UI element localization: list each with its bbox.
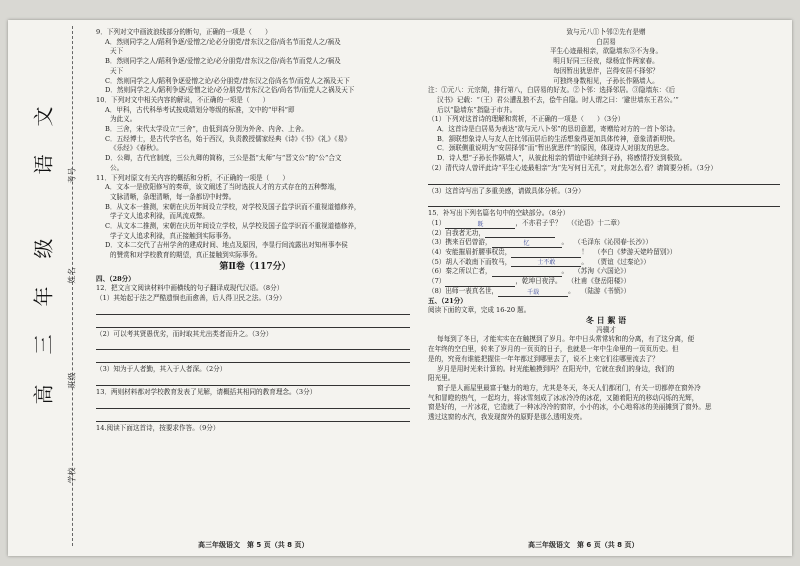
- poem-line: 明月好同三径夜，绿杨宜作两家春。: [553, 57, 659, 66]
- fill-suffix: 。: [568, 286, 575, 295]
- question-14: 14.阅读下面这首诗，按要求作答。（9分）: [96, 423, 220, 432]
- fill-blank-item: [428, 238, 784, 248]
- fill-suffix: ！: [581, 248, 588, 257]
- fill-blank-item: [428, 229, 784, 239]
- question-11: 11．下列对原文有关内容的概括和分析，不正确的一项是（ ）: [96, 173, 290, 182]
- fill-blank-item: [428, 258, 784, 268]
- option-line: A．甲科，古代科举考试按成绩划分等级的标准，文中的“甲科”即: [105, 105, 295, 114]
- question-10: 10．下列对文中相关内容的解说，不正确的一项是（ ）: [96, 95, 270, 104]
- option-line: A．然则同学之人/蹈利争逐/爱憎之/论必分朋党/昔东汉之俗/尚名节而党人之/祸及: [105, 37, 341, 46]
- poem-author: 白居易: [596, 37, 616, 46]
- fill-suffix: ，乾坤日夜浮。: [515, 277, 562, 286]
- answer-line[interactable]: [96, 317, 410, 328]
- essay-line: 窗子是人画屋里最富于魅力的地方，尤其是冬天，冬天人们都闭门，有关一切都停在窗外冷: [437, 383, 701, 392]
- option-line: 《乐经》《春秋》。: [110, 144, 163, 153]
- grade-title-char: 年: [31, 286, 56, 307]
- sub-question: （1）其始起于法之严酷遗悯也而愈善，后人得卫民之法。（3分）: [96, 293, 286, 302]
- grade-title-char: 文: [31, 106, 56, 127]
- fill-blank-answer[interactable]: [511, 250, 581, 258]
- option-line: 文脉清晰，条理清晰，每一条都切中时弊。: [110, 192, 236, 201]
- fill-blank-item: [428, 287, 784, 297]
- fill-source: （李白《梦游天姥吟留别》）: [593, 248, 677, 257]
- question-12: 12．把文言文阅读材料中画横线的句子翻译成现代汉语。（8分）: [96, 284, 284, 293]
- fill-source: （《论语》十二章）: [567, 218, 624, 227]
- answer-line[interactable]: [428, 174, 780, 185]
- question-14-1: （1）下列对这首诗的理解和赏析，不正确的一项是（ ）（3分）: [428, 115, 625, 124]
- option-line: C．五经博士，是古代学官名，始于西汉，负责教授儒家经典《诗》《书》《礼》《易》: [105, 134, 351, 143]
- option-line: C．从文本二推测，宋朝在庆历年间设立学校，从学校及国子监学识而不重视道德修养，: [105, 222, 361, 231]
- fill-prompt: （2）自我者无功，: [428, 228, 485, 237]
- option-line: B．然则同学之人/蹈利争逐/爱憎之论/必分朋党/昔东汉之俗/尚名节而党人之/祸及: [105, 57, 341, 66]
- fill-prompt: （6）秦之所以亡者，: [428, 267, 492, 276]
- poem-line: 每因暂出犹思伴，岂得安居不择邻？: [553, 66, 659, 75]
- sub-question: （2）可以考其贤愚优劣，而时取其尤出类者而升之。（3分）: [96, 329, 273, 338]
- answer-line[interactable]: [96, 304, 410, 315]
- option-line: 天下: [110, 47, 124, 56]
- exam-no-label: 考号: [67, 167, 77, 184]
- fill-blank-answer[interactable]: [485, 230, 555, 238]
- fill-blank-answer[interactable]: 千载: [498, 289, 568, 297]
- section-title: 第Ⅱ卷（117分）: [219, 261, 291, 272]
- footer-page-5: 高三年级语文 第 5 页（共 8 页）: [198, 541, 309, 549]
- option-line: A．文本一是欧阳修写的奏章，该文阐述了当时选拔人才的方式存在的五种弊端，: [105, 183, 341, 192]
- option-line: C．颈联侧重说明为“安居择邻”而“暂出犹思伴”的原因，体现诗人对朋友的思念。: [437, 144, 674, 153]
- poem-title: 致与元八①卜邻②先有是赠: [566, 28, 646, 36]
- fill-source: （陆游《书愤》）: [580, 286, 631, 295]
- fill-suffix: 。: [561, 238, 569, 247]
- essay-line: 每每到了冬日，才能实实在在触摸到了岁月。年中日头常常转和的分离，有了这分离，便: [437, 335, 695, 344]
- option-line: 的赞赏和对学校教育的期望，真正接触到实际事务。: [110, 251, 262, 260]
- fill-blank-answer[interactable]: 既: [445, 221, 515, 229]
- fill-prompt: （4）安能摧眉折腰事权贵，: [428, 248, 512, 257]
- grade-title-char: 语: [31, 154, 56, 175]
- essay-author: 冯骥才: [596, 325, 616, 334]
- option-line: 天下: [110, 66, 124, 75]
- answer-line[interactable]: [96, 352, 410, 363]
- essay-title: 冬 日 絮 语: [585, 314, 627, 325]
- question-14-2: （2）清代诗人曾评此诗“平生心迹最相亲”为“先写何日无孔”，对此你怎么看？请简要分析。（3分）: [428, 163, 717, 172]
- poem-line: 可独终身数相见，子孙长作隔墙人。: [553, 76, 659, 85]
- option-line: A．这首诗是白居易为表达“欲与元八卜邻”的恳切意愿，寄赠给对方的一首卜邻诗。: [437, 125, 680, 134]
- part-header: 五、（21分）: [428, 296, 467, 305]
- fill-source: （毛泽东《沁园春·长沙》）: [574, 238, 653, 247]
- fill-blank-item: [428, 219, 784, 229]
- fill-suffix: 。: [561, 267, 569, 276]
- fill-blank-item: [428, 248, 784, 258]
- option-line: D．然则同学之人/蹈利争逐/爱憎之论/必分朋党/昔东汉之俗/尚名节/而党人之祸及天下: [105, 86, 355, 95]
- part-header: 四、（28分）: [96, 274, 135, 283]
- option-line: 公。: [110, 163, 124, 172]
- fill-source: （苏洵《六国论》）: [574, 267, 631, 276]
- fill-source: （贾谊《过秦论》）: [593, 257, 650, 266]
- poem-note: 后以“隐墙东”指隐于市井。: [437, 105, 517, 114]
- answer-line[interactable]: [96, 339, 410, 350]
- option-line: 学子文人追求利禄，真正接触到实际事务。: [110, 231, 236, 240]
- essay-line: 气和冒瞪的热气，一起均力，将冰雪刻成了冰冰冷冷的冰花，又随着阳光的移动闪烁的光辉，: [428, 393, 699, 402]
- fill-blank-answer[interactable]: 忆: [492, 240, 562, 248]
- fill-blank-answer[interactable]: [492, 269, 562, 277]
- question-9: 9．下列对文中画波浪线部分的断句，正确的一项是（ ）: [96, 28, 272, 36]
- answer-line[interactable]: [96, 398, 410, 409]
- grade-title-char: 高: [31, 384, 56, 405]
- fill-blank-list: [428, 219, 784, 297]
- poem-line: 平生心迹最相亲，欲隐墙东③不为身。: [549, 47, 663, 56]
- footer-page-6: 高三年级语文 第 6 页（共 8 页）: [528, 541, 639, 549]
- fill-prompt: （7）: [428, 277, 446, 286]
- school-label: 学校: [67, 467, 77, 484]
- fill-blank-answer[interactable]: [445, 279, 515, 287]
- essay-line: 岁月是用时光来计算的。时光能触摸到吗？在阳光中，它就在我们的身边，我们的: [437, 364, 675, 373]
- option-line: D．公卿，古代官制度，三公九卿的简称，三公是指“太师”与“晋文公”的“公”合文: [105, 154, 342, 163]
- answer-line[interactable]: [428, 196, 780, 207]
- fill-blank-item: [428, 267, 784, 277]
- grade-title-char: 三: [31, 334, 56, 355]
- essay-line: 窗是好的，一片冰花，它造就了一种冰冷冷的窗帘，小小的冰，小心地将冰的美丽摊到了窗外。思: [428, 403, 712, 412]
- class-label: 班级: [67, 372, 77, 389]
- fill-blank-item: [428, 277, 784, 287]
- grade-title-char: 级: [31, 238, 56, 259]
- answer-line[interactable]: [96, 375, 410, 386]
- option-line: B．三舍，宋代太学设立“三舍”，由低到高分别为外舍、内舍、上舍。: [105, 125, 308, 134]
- exam-sheet: [8, 20, 792, 556]
- essay-line: 阳光里。: [428, 374, 455, 383]
- poem-note: 注：①元八：元宗简，排行第八，白居易的好友。②卜邻：选择邻居。③隐墙东：《后: [428, 86, 676, 95]
- page-5: [96, 28, 414, 434]
- option-line: 学子文人追求利禄，而风流成弊。: [110, 212, 209, 221]
- essay-line: 在年终的空白里，转来了岁月的一页页的日子，也就是一年中生命里的一页页历史。但: [428, 345, 679, 354]
- option-line: B．从文本一推测，宋朝在庆历年间设立学校，对学校及国子监学识而不重视道德修养，: [105, 202, 361, 211]
- essay-line: 透过这窗的水汽，我发现窗外的原野是那么透明发亮。: [428, 413, 587, 422]
- option-line: D．文本二交代了吉州学舍的建成时间、地点及原因，李显行间流露出对知州事李侯: [105, 241, 348, 250]
- fill-suffix: 。: [581, 257, 588, 266]
- fill-suffix: ，不亦君子乎？: [515, 218, 562, 227]
- page-6: [428, 28, 784, 423]
- fill-source: （杜甫《登岳阳楼》）: [567, 277, 631, 286]
- fill-prompt: （3）携来百侣曾游，: [428, 238, 492, 247]
- option-line: D．诗人想“子孙长作隔墙人”，从彼此相亲的情谊中延续到子孙，将感情抒发到极致。: [437, 154, 687, 163]
- name-label: 姓名: [67, 267, 77, 284]
- question-14-3: （3）这首诗写出了多重美感，请做具体分析。（3分）: [428, 186, 585, 195]
- sub-question: （3）知为于人者勤，其入于人者深。（2分）: [96, 365, 227, 374]
- fill-prompt: （8）出师一表真名世，: [428, 286, 499, 295]
- question-15: 15．补写出下列名篇名句中的空缺部分。（8分）: [428, 209, 570, 218]
- answer-line[interactable]: [96, 411, 410, 422]
- fill-blank-answer[interactable]: 士不敢: [511, 259, 581, 267]
- reading-instruction: 阅读下面的文章，完成 16-20 题。: [428, 306, 531, 315]
- binding-margin: [8, 20, 90, 556]
- question-13: 13．两则材料都对学校教育发表了见解，请概括其相同的教育理念。（3分）: [96, 388, 317, 397]
- fill-prompt: （1）: [428, 218, 446, 227]
- option-line: 为此义。: [110, 115, 137, 124]
- fill-prompt: （5）胡人不敢南下而牧马，: [428, 257, 512, 266]
- poem-note: 汉书》记载：“（王）君公遭乱独不去，侩牛自隐。时人谓之曰：‘避世墙东王君公。’”: [437, 95, 679, 104]
- option-line: B．颔联想象诗人与友人在比邻而居后的生活想象得更加具体传神，意象清新明快。: [437, 134, 680, 143]
- option-line: C．然则同学之人/蹈利争逐爱憎之论/必分朋党/昔东汉之俗尚名节/而党人之祸及天下: [105, 76, 350, 85]
- essay-line: 是的，究竟有谁能把握住一年年都过到哪里去了，说不上来它们往哪里流去了？: [428, 354, 659, 363]
